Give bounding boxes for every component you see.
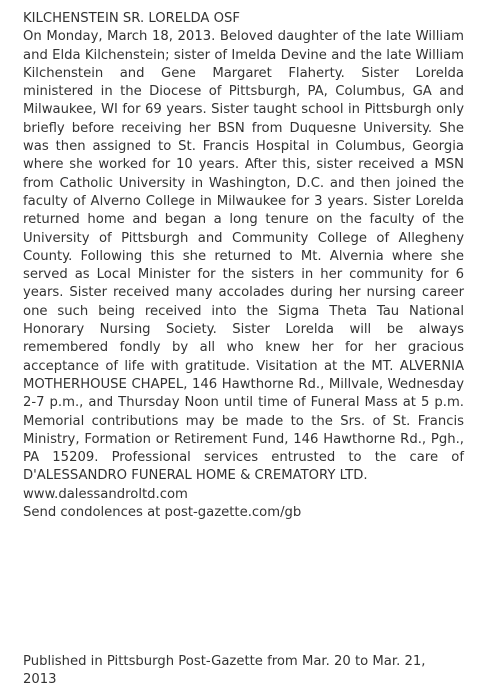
obituary-body: On Monday, March 18, 2013. Beloved daughter of the late William and Elda Kilchenstein; sister of Imelda Devine and the late William Kilchenstein and Gene Margaret Flaherty. Sister Lorelda ministered in the Diocese of Pittsburgh, PA, Columbus, GA and Milwaukee, WI for 69 years. Sister taught school in Pittsburgh only briefly before receiving her BSN from Duquesne University. She was then assigned to St. Francis Hospital in Columbus, Georgia where she worked for 10 years. After this, sister received a MSN from Catholic University in Washington, D.C. and then joined the faculty of Alverno College in Milwaukee for 3 years. Sister Lorelda returned home and began a long tenure on the faculty of the University of Pittsburgh and Community College of Allegheny County. Following this she returned to Mt. Alvernia where she served as Local Minister for the sisters in her community for 6 years. Sister received many accolades during her nursing career one such being received into the Sigma Theta Tau National Honorary Nursing Society. Sister Lorelda will be always remembered fondly by all who knew her for her gracious acceptance of life with gratitude. Visitation at the MT. ALVERNIA MOTHERHOUSE CHAPEL, 146 Hawthorne Rd., Millvale, Wednesday 2-7 p.m., and Thursday Noon until time of Funeral Mass at 5 p.m. Memorial contributions may be made to the Srs. of St. Francis Ministry, Formation or Retirement Fund, 146 Hawthorne Rd., Pgh., PA 15209. Professional services entrusted to the care of D'ALESSANDRO FUNERAL HOME & CREMATORY LTD. — [23, 29, 464, 484]
obituary-notice — [23, 10, 464, 522]
condolences-line: Send condolences at post-gazette.com/gb — [23, 505, 302, 521]
obituary-title: KILCHENSTEIN SR. LORELDA OSF — [23, 11, 240, 26]
publication-note: Published in Pittsburgh Post-Gazette from Mar. 20 to Mar. 21, 2013 — [23, 654, 426, 688]
funeral-home-website: www.dalessandroltd.com — [23, 486, 188, 502]
